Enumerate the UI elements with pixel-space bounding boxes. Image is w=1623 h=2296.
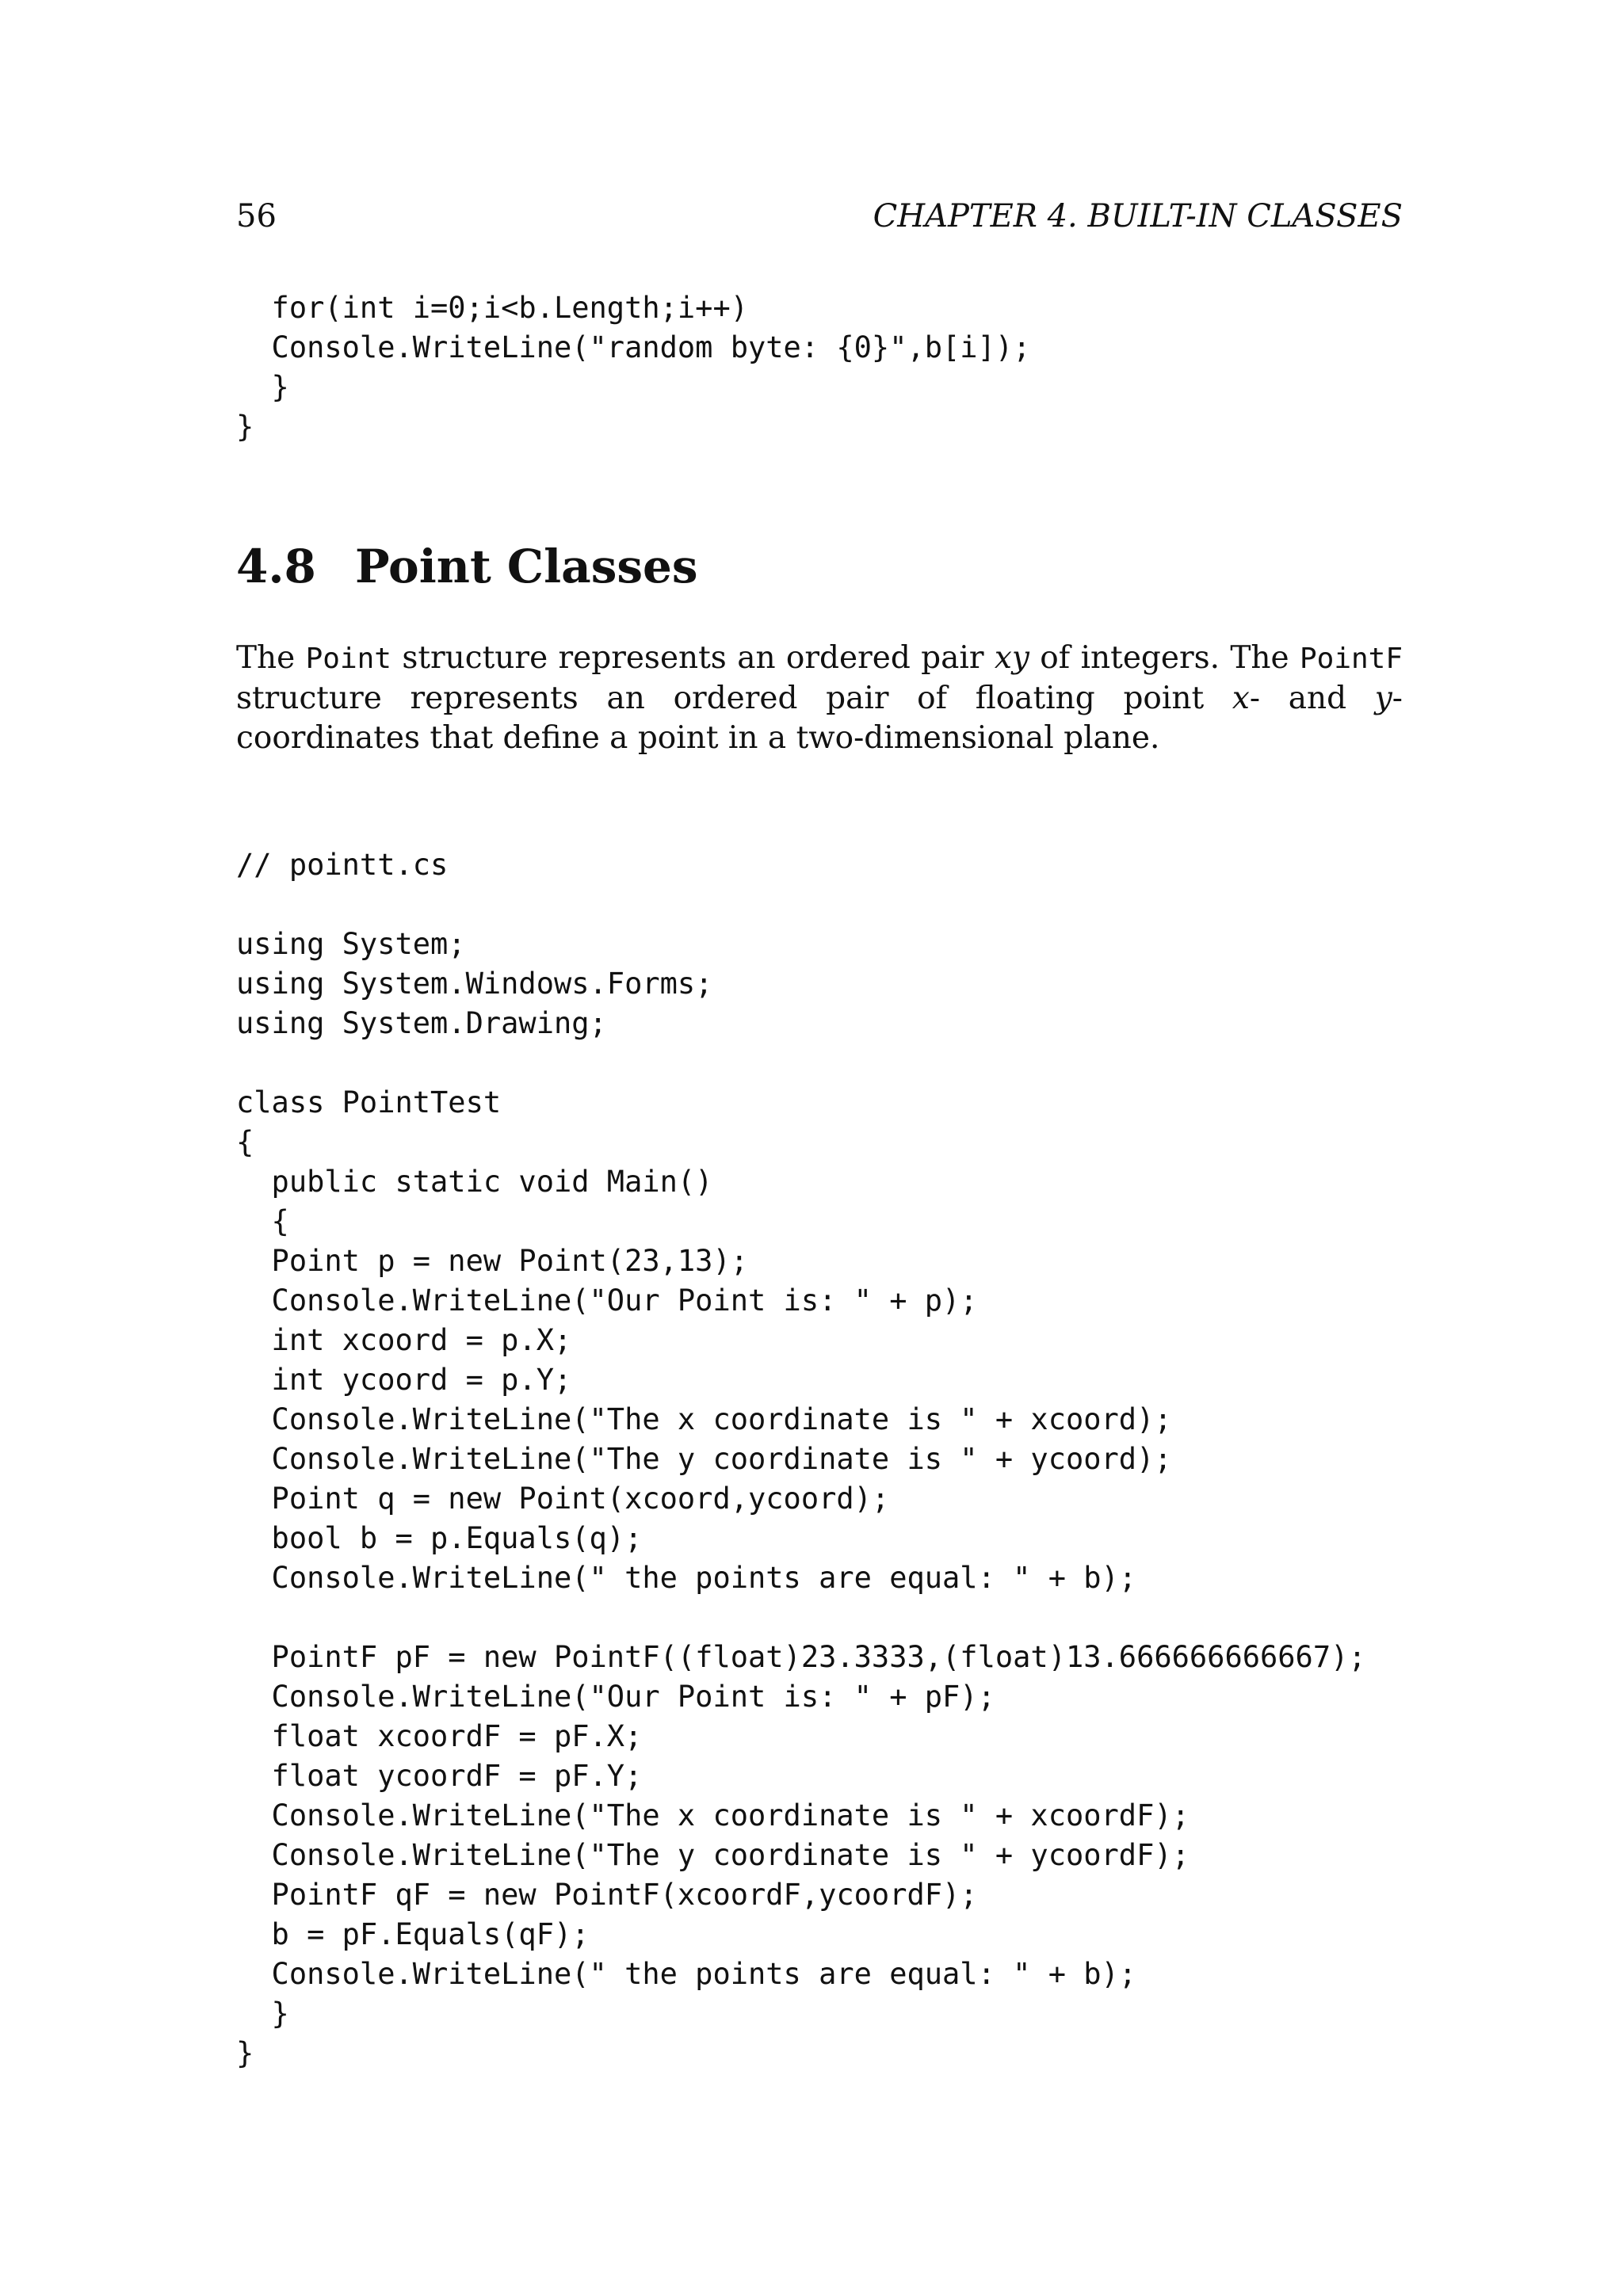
- section-title: Point Classes: [355, 540, 698, 593]
- body-paragraph: [236, 639, 1403, 758]
- paragraph-text: The: [236, 640, 306, 676]
- inline-code-pointf: PointF: [1299, 643, 1403, 675]
- section-number: 4.8: [236, 540, 316, 593]
- math-xy: xy: [994, 640, 1029, 676]
- page-number: 56: [236, 198, 277, 235]
- paragraph-text: structure represents an ordered pair of floating point: [236, 681, 1232, 716]
- paragraph-text: structure represents an ordered pair: [391, 640, 995, 676]
- running-header: [236, 198, 1403, 246]
- paragraph-text: - coordinates that define a point in a two-dimensional plane.: [236, 681, 1403, 756]
- paragraph-text: - and: [1249, 681, 1375, 716]
- code-block-continued: for(int i=0;i<b.Length;i++) Console.WriteLine("random byte: {0}",b[i]); } }: [236, 291, 1031, 444]
- inline-code-point: Point: [305, 643, 391, 675]
- section-heading: [236, 539, 698, 594]
- chapter-title: CHAPTER 4. BUILT-IN CLASSES: [873, 198, 1403, 235]
- paragraph-text: of integers. The: [1029, 640, 1300, 676]
- code-block-pointt: // pointt.cs using System; using System.Windows.Forms; using System.Drawing; class PointTest { public static void Main() { Point p = new Point(23,13); Console.WriteLine("Our Point is: " + p); int xcoord = p.X; int ycoord = p.Y; Console.WriteLine("The x coordinate is " + xcoord); Console.WriteLine("The y coordinate is " + ycoord); Point q = new Point(xcoord,ycoord); bool b = p.Equals(q); Console.WriteLine(" the points are equal: " + b); PointF pF = new PointF((float)23.3333,(float)13.666666666667); Console.WriteLine("Our Point is: " + pF); float xcoordF = pF.X; float ycoordF = pF.Y; Console.WriteLine("The x coordinate is " + xcoordF); Console.WriteLine("The y coordinate is " + ycoordF); PointF qF = new PointF(xcoordF,ycoordF); b = pF.Equals(qF); Console.WriteLine(" the points are equal: " + b); } }: [236, 848, 1366, 2070]
- math-y: y: [1374, 681, 1392, 716]
- math-x: x: [1232, 681, 1250, 716]
